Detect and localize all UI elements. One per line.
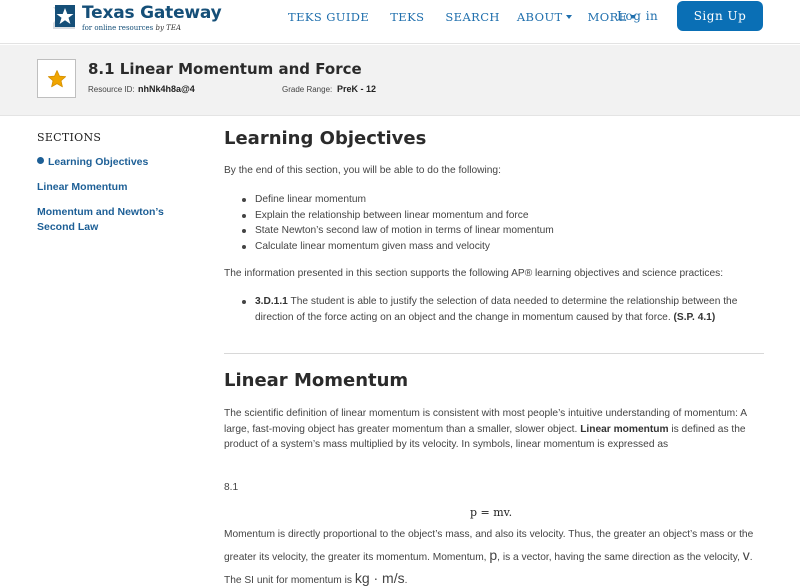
resource-title: 8.1 Linear Momentum and Force xyxy=(88,60,362,78)
grade-range-value: PreK - 12 xyxy=(337,84,377,94)
star-icon xyxy=(47,69,67,89)
site-logo[interactable] xyxy=(36,2,226,38)
signup-button[interactable]: Sign Up xyxy=(677,1,763,31)
list-item: Explain the relationship between linear momentum and force xyxy=(242,208,762,224)
nav-teks[interactable]: TEKS xyxy=(390,10,425,24)
ap-list xyxy=(242,294,762,325)
main-nav xyxy=(288,9,636,25)
lm-paragraph-1: The scientific definition of linear momentum is consistent with most people’s intuitive understanding of momentum: A large, fast-moving object has greater momentum than a smaller, slower object. Linear momentum is defined as the product of a system’s mass multiplied by its velocity. In symbols, linear momentum is expressed as xyxy=(224,408,747,450)
chevron-down-icon xyxy=(566,15,572,19)
resource-id-value: nhNk4h8a@4 xyxy=(138,84,195,94)
linear-momentum-heading: Linear Momentum xyxy=(224,370,409,391)
list-item: State Newton’s second law of motion in terms of linear momentum xyxy=(242,223,762,239)
learning-objectives-heading: Learning Objectives xyxy=(224,128,427,149)
resource-header xyxy=(0,45,800,116)
sidebar-item-momentum-newtons-second-law[interactable]: Momentum and Newton’s Second Law xyxy=(37,206,164,233)
top-navbar xyxy=(0,0,800,44)
ap-intro: The information presented in this section supports the following AP® learning objectives and science practices: xyxy=(224,268,724,279)
nav-more[interactable]: MORE xyxy=(588,9,637,25)
momentum-equation: p = mv. xyxy=(470,506,513,519)
nav-about[interactable]: ABOUT xyxy=(517,9,572,25)
equation-number: 8.1 xyxy=(224,482,239,493)
nav-teks-guide[interactable]: TEKS GUIDE xyxy=(288,10,370,24)
favorite-button[interactable] xyxy=(37,59,76,98)
brand-name: Texas Gateway xyxy=(82,3,222,23)
login-link[interactable]: Log in xyxy=(617,9,659,23)
list-item: Define linear momentum xyxy=(242,192,762,208)
nav-search[interactable]: SEARCH xyxy=(445,10,500,24)
brand-tagline: for online resources by TEA xyxy=(82,24,181,32)
lo-intro: By the end of this section, you will be able to do the following: xyxy=(224,165,501,176)
sidebar-item-learning-objectives[interactable]: Learning Objectives xyxy=(37,155,148,170)
sidebar-item-linear-momentum[interactable]: Linear Momentum xyxy=(37,181,128,193)
lo-list xyxy=(242,192,762,254)
list-item: 3.D.1.1 The student is able to justify the selection of data needed to determine the relationship between the direction of the force acting on an object and the change in momentum caused by that force. (S.P. 4.1) xyxy=(242,294,762,325)
grade-range-label: Grade Range: xyxy=(282,85,333,94)
texas-star-icon xyxy=(51,3,77,29)
sections-heading: SECTIONS xyxy=(37,131,102,144)
list-item: Calculate linear momentum given mass and velocity xyxy=(242,239,762,255)
lm-paragraph-2: Momentum is directly proportional to the object’s mass, and also its velocity. Thus, the greater an object’s mass or the greater its velocity, the greater its momentum. Momentum, p, is a vector, having the same direction as the velocity, v. The SI unit for momentum is kg · m/s. xyxy=(224,529,754,586)
resource-id-label: Resource ID: xyxy=(88,85,135,94)
active-indicator-icon xyxy=(37,157,44,164)
section-divider xyxy=(224,353,764,354)
